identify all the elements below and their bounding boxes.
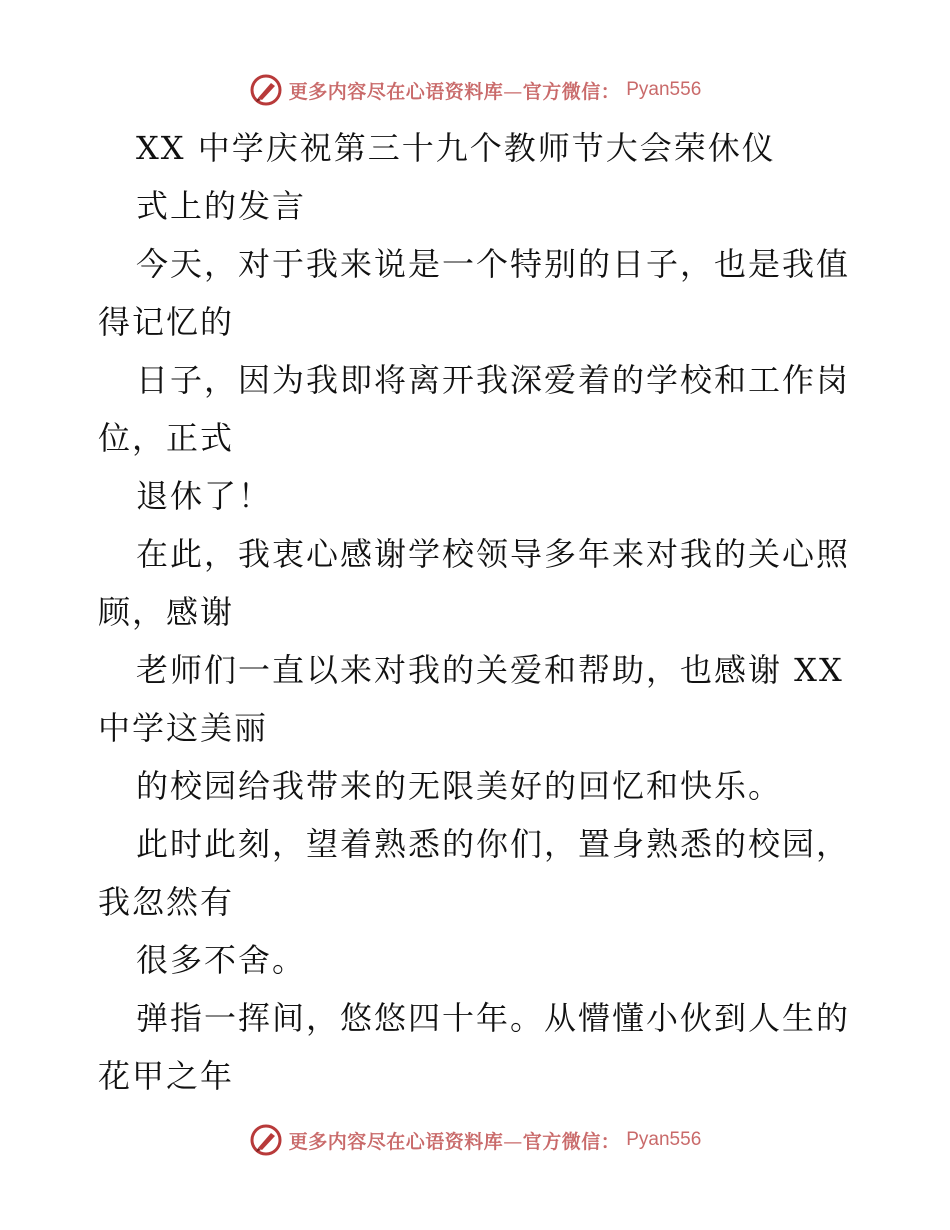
doc-paragraph-line: 弹指一挥间，悠悠四十年。从懵懂小伙到人生的 (136, 999, 851, 1037)
doc-paragraph-line: 顾，感谢 (98, 593, 235, 631)
doc-paragraph-line: 日子，因为我即将离开我深爱着的学校和工作岗 (136, 361, 851, 399)
doc-paragraph-line: 得记忆的 (98, 303, 235, 341)
doc-paragraph-line: 位，正式 (98, 419, 235, 457)
doc-paragraph-line: 花甲之年 (98, 1057, 235, 1095)
header-banner-id: Pyan556 (626, 79, 702, 100)
footer-banner-text: 更多内容尽在心语资料库—官方微信： (288, 1130, 621, 1153)
doc-paragraph-line: 老师们一直以来对我的关爱和帮助，也感谢 XX (136, 651, 844, 689)
header-banner-text: 更多内容尽在心语资料库—官方微信： (288, 80, 621, 103)
pen-logo-icon (249, 1123, 283, 1157)
doc-paragraph-line: 此时此刻，望着熟悉的你们，置身熟悉的校园， (136, 825, 851, 863)
doc-paragraph-line: 中学这美丽 (98, 709, 269, 747)
doc-title-line-1: XX 中学庆祝第三十九个教师节大会荣休仪 (136, 129, 776, 167)
footer-banner-id: Pyan556 (626, 1129, 702, 1150)
doc-paragraph-line: 今天，对于我来说是一个特别的日子，也是我值 (136, 245, 851, 283)
doc-paragraph-line: 的校园给我带来的无限美好的回忆和快乐。 (136, 767, 783, 805)
header-watermark-banner (0, 70, 950, 110)
pen-logo-icon (249, 73, 283, 107)
footer-watermark-banner (0, 1120, 950, 1160)
doc-title-line-2: 式上的发言 (136, 187, 307, 225)
doc-paragraph-line: 我忽然有 (98, 883, 235, 921)
doc-paragraph-line: 在此，我衷心感谢学校领导多年来对我的关心照 (136, 535, 851, 573)
doc-paragraph-line: 很多不舍。 (136, 941, 307, 979)
doc-paragraph-line: 退休了！ (136, 477, 273, 515)
